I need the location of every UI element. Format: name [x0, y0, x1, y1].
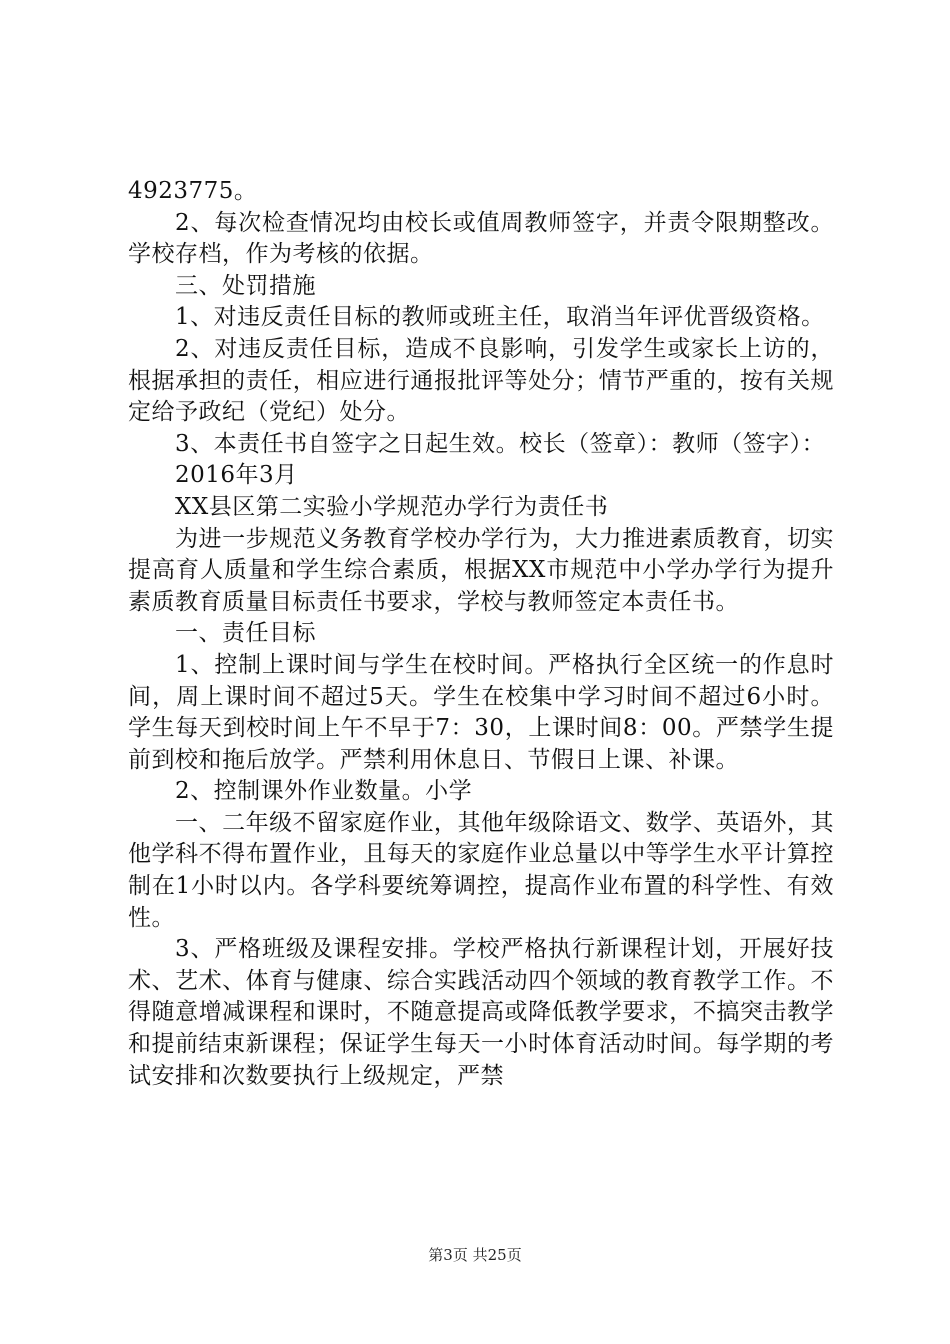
paragraph-6: 3、本责任书自签字之日起生效。校长（签章）：教师（签字）： [175, 430, 826, 457]
paragraph-11: 1、控制上课时间与学生在校时间。严格执行全区统一的作息时间，周上课时间不超过5天。学生在校集中学习时间不超过6小时。学生每天到校时间上午不早于7：30，上课时间8：00。严禁学生提前到校和拖后放学。严禁利用休息日、节假日上课、补课。 [128, 651, 834, 773]
paragraph-13: 一、二年级不留家庭作业，其他年级除语文、数学、英语外，其他学科不得布置作业，且每天的家庭作业总量以中等学生水平计算控制在1小时以内。各学科要统筹调控，提高作业布置的科学性、有效性。 [128, 809, 834, 931]
paragraph-9: 为进一步规范义务教育学校办学行为，大力推进素质教育，切实提高育人质量和学生综合素质，根据XX市规范中小学办学行为提升素质教育质量目标责任书要求，学校与教师签定本责任书。 [128, 525, 834, 615]
section-heading-penalties: 三、处罚措施 [175, 272, 316, 299]
paragraph-5: 2、对违反责任目标，造成不良影响，引发学生或家长上访的，根据承担的责任，相应进行通报批评等处分；情节严重的，按有关规定给予政纪（党纪）处分。 [128, 335, 834, 426]
paragraph-4: 1、对违反责任目标的教师或班主任，取消当年评优晋级资格。 [175, 304, 825, 331]
date-line: 2016年3月 [175, 462, 298, 489]
page-number-footer: 第3页 共25页 [428, 1246, 522, 1264]
document-title: XX县区第二实验小学规范办学行为责任书 [175, 493, 609, 520]
document-body [128, 176, 834, 1092]
paragraph-2: 2、每次检查情况均由校长或值周教师签字，并责令限期整改。学校存档，作为考核的依据。 [128, 209, 834, 268]
paragraph-12: 2、控制课外作业数量。小学 [175, 778, 473, 805]
paragraph-14: 3、严格班级及课程安排。学校严格执行新课程计划，开展好技术、艺术、体育与健康、综合实践活动四个领域的教育教学工作。不得随意增减课程和课时，不随意提高或降低教学要求，不搞突击教学和提前结束新课程；保证学生每天一小时体育活动时间。每学期的考试安排和次数要执行上级规定，严禁 [128, 936, 834, 1089]
paragraph-1: 4923775。 [128, 178, 258, 204]
section-heading-goals: 一、责任目标 [175, 620, 316, 647]
